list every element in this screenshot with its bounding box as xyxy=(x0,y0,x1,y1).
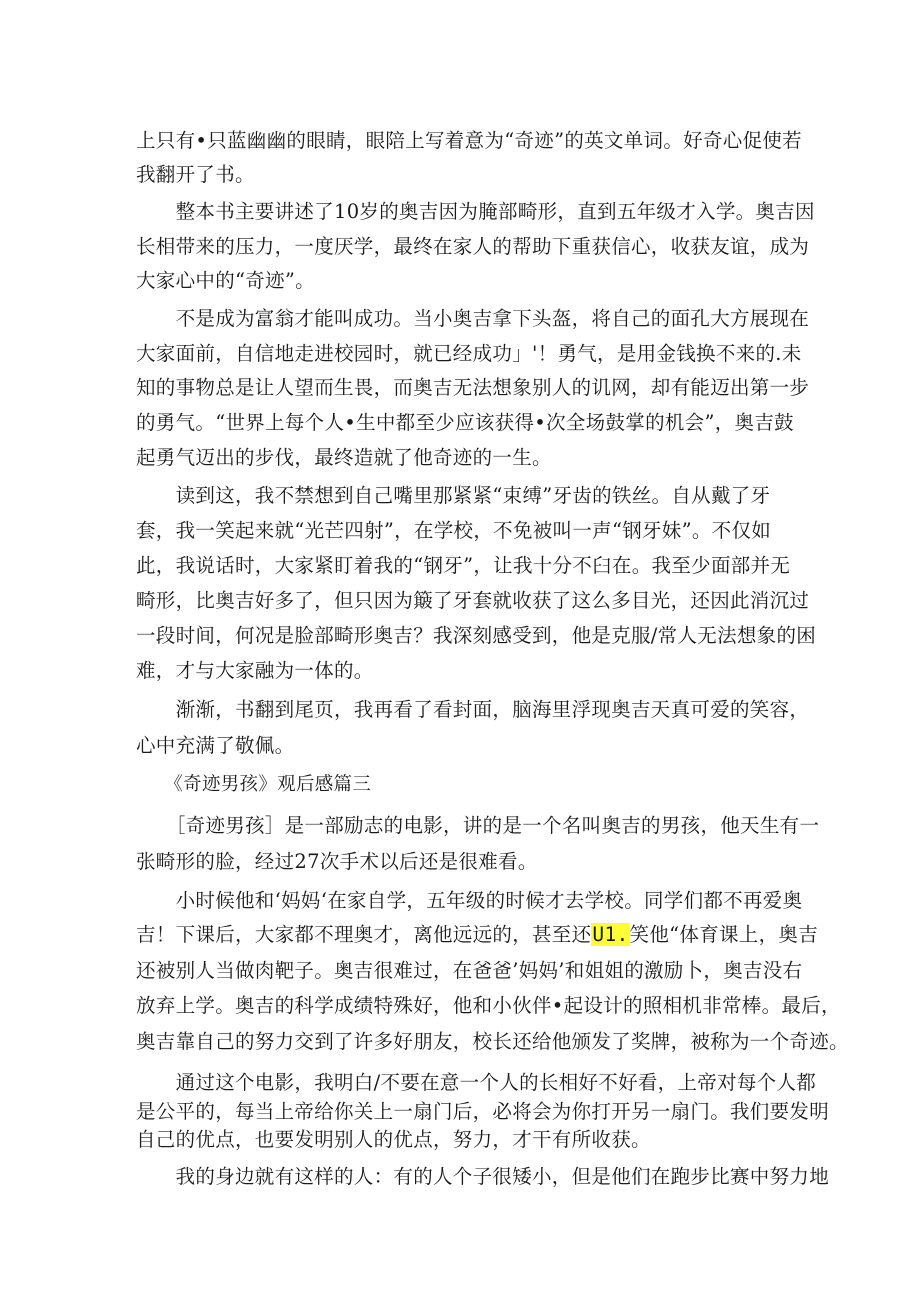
text-line-28: 是公平的，每当上帝给你关上一扇门后，必将会为你打开另一扇门。我们要发明 xyxy=(136,1100,830,1123)
text-line-6: 不是成为富翁才能叫成功。当小奥吉拿下头盔，将自己的面孔大方展现在 xyxy=(136,307,810,330)
text-line-11: 读到这，我不禁想到自己嘴里那紧紧“束缚”牙齿的铁丝。自从戴了牙 xyxy=(136,484,771,507)
text-line-18: 心中充满了敬佩。 xyxy=(136,734,295,757)
text-line-10: 起勇气迈出的步伐，最终造就了他奇迹的一生。 xyxy=(136,446,552,469)
text-line-30: 我的身边就有这样的人：有的人个子很矮小，但是他们在跑步比赛中努力地 xyxy=(136,1165,830,1188)
text-line-23-tail: 笑他“体育课上，奥吉 xyxy=(629,923,819,946)
highlighted-text: U1. xyxy=(592,923,629,946)
text-line-1: 上只有•只蓝幽幽的眼睛，眼陪上写着意为“奇迹”的英文单词。好奇心促使若 xyxy=(136,129,802,152)
text-line-13: 此，我说话时，大家紧盯着我的“钢牙”，让我十分不臼在。我至少面部并无 xyxy=(136,554,791,577)
text-line-23-head: 吉！下课后，大家都不理奥才，离他远远的，甚至还 xyxy=(136,923,592,946)
text-line-25: 放弃上学。奥吉的科学成绩特殊好，他和小伙伴•起设计的照相机非常棒。最后， xyxy=(136,994,841,1017)
text-line-29: 自己的优点，也要发明别人的优点，努力，才干有所收获。 xyxy=(136,1128,651,1151)
text-line-17: 渐渐，书翻到尾页，我再看了看封面，脑海里浮现奥吉天真可爱的笑容， xyxy=(136,698,810,721)
text-line-27: 通过这个电影，我明白/不要在意一个人的长相好不好看，上帝对每个人都 xyxy=(136,1071,817,1094)
text-line-12: 套，我一笑起来就“光芒四射”，在学校，不免被叫一声“钢牙妹”。不仅如 xyxy=(136,519,772,542)
text-line-20: ［奇迹男孩］是一部励志的电影，讲的是一个名叫奥吉的男孩，他天生有一 xyxy=(136,814,820,837)
text-line-8: 知的事物总是让人望而生畏，而奥吉无法想象别人的讥网，却有能迈出第一步 xyxy=(136,376,810,399)
text-line-24: 还被别人当做肉靶子。奥吉很难过，在爸爸’妈妈’和姐姐的激励卜，奥吉没右 xyxy=(136,959,803,982)
text-line-7: 大家面前，自信地走进校园时，就已经成功」'！勇气，是用金钱换不来的.未 xyxy=(136,342,802,365)
text-line-3: 整本书主要讲述了10岁的奥吉因为腌部畸形，直到五年级才入学。奥吉因 xyxy=(136,200,815,223)
text-line-16: 难，才与大家融为一体的。 xyxy=(136,659,374,682)
text-line-23 xyxy=(136,922,819,948)
text-line-14: 畸形，比奥吉好多了，但只因为簸了牙套就收获了这么多目光，还因此消沉过 xyxy=(136,589,810,612)
text-line-26: 奥吉靠自己的努力交到了许多好朋友，校长还给他颁发了奖牌，被称为一个奇迹。 xyxy=(136,1030,849,1053)
text-line-21: 张畸形的脸，经过27次手术以后还是很难看。 xyxy=(136,850,538,873)
text-line-5: 大家心中的“奇迹”。 xyxy=(136,269,315,292)
section-heading: 《奇迹男孩》观后感篇三 xyxy=(136,774,372,795)
text-line-22: 小时候他和‘妈妈‘在家自学，五年级的时候才去学校。同学们都不再爱奥 xyxy=(136,889,803,912)
text-line-2: 我翻开了书。 xyxy=(136,163,255,186)
text-line-15: 一段时间，何况是脸部畸形奥吉？我深刻感受到，他是克服/常人无法想象的困 xyxy=(136,624,817,647)
text-line-9: 的勇气。“世界上每个人•生中都至少应该获得•次全场鼓掌的机会”，奥吉鼓 xyxy=(136,411,794,434)
text-line-4: 长相带来的压力，一度厌学，最终在家人的帮助下重获信心，收获友谊，成为 xyxy=(136,235,810,258)
